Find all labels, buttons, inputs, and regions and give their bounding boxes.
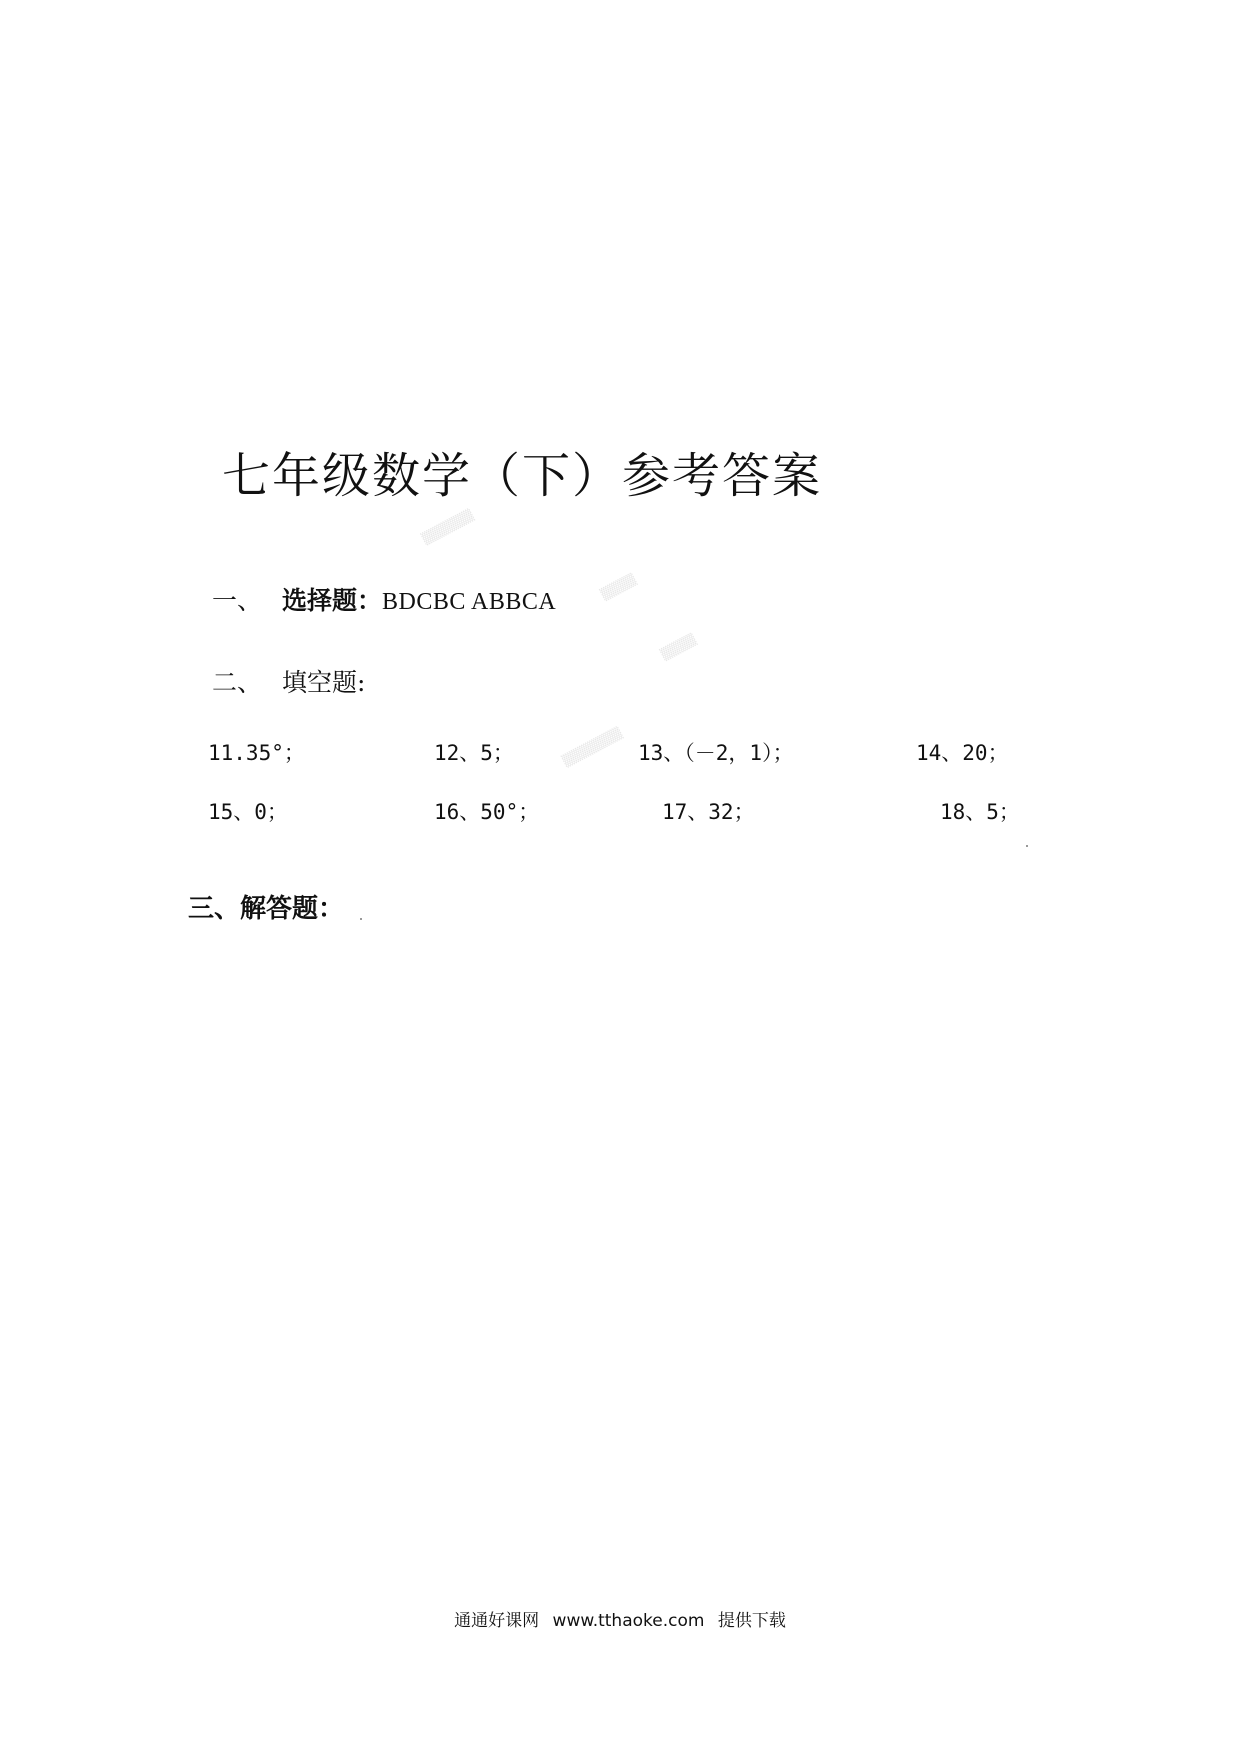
page-footer bbox=[0, 1613, 1240, 1630]
section-name: 填空题: bbox=[282, 668, 366, 697]
section-name: 选择题： bbox=[282, 586, 383, 615]
fill-answer-13: 13、（－2，1）； bbox=[638, 741, 794, 765]
section-multiple-choice bbox=[212, 588, 556, 614]
section-fill-in-blank bbox=[212, 670, 365, 695]
fill-answer-16: 16、50°； bbox=[434, 800, 540, 824]
page-title: 七年级数学（下）参考答案 bbox=[222, 448, 823, 504]
footer-site-name: 通通好课网 bbox=[454, 1611, 540, 1631]
fill-answer-14: 14、20； bbox=[916, 741, 1009, 765]
footer-suffix: 提供下载 bbox=[717, 1611, 786, 1631]
watermark: ▒▒▒▒▒▒ bbox=[419, 507, 476, 547]
watermark: ▒▒▒▒ bbox=[598, 572, 639, 602]
fill-answer-12: 12、5； bbox=[434, 741, 514, 765]
fill-answer-18: 18、5； bbox=[940, 800, 1020, 824]
fill-answer-17: 17、32； bbox=[662, 800, 755, 824]
fill-answer-15: 15、0； bbox=[208, 800, 288, 824]
fill-answer-11: 11.35°； bbox=[208, 741, 305, 765]
section-number: 一、 bbox=[212, 586, 263, 615]
stray-mark bbox=[1026, 845, 1028, 847]
section-number: 二、 bbox=[212, 668, 263, 697]
watermark: ▒▒▒▒ bbox=[658, 632, 699, 662]
stray-mark bbox=[360, 918, 362, 920]
footer-url-link[interactable]: www.tthaoke.com bbox=[552, 1611, 705, 1631]
section-solutions-heading: 三、解答题： bbox=[188, 894, 345, 924]
choice-answers: BDCBC ABBCA bbox=[382, 589, 557, 615]
watermark: ▒▒▒▒▒▒▒ bbox=[560, 725, 625, 769]
